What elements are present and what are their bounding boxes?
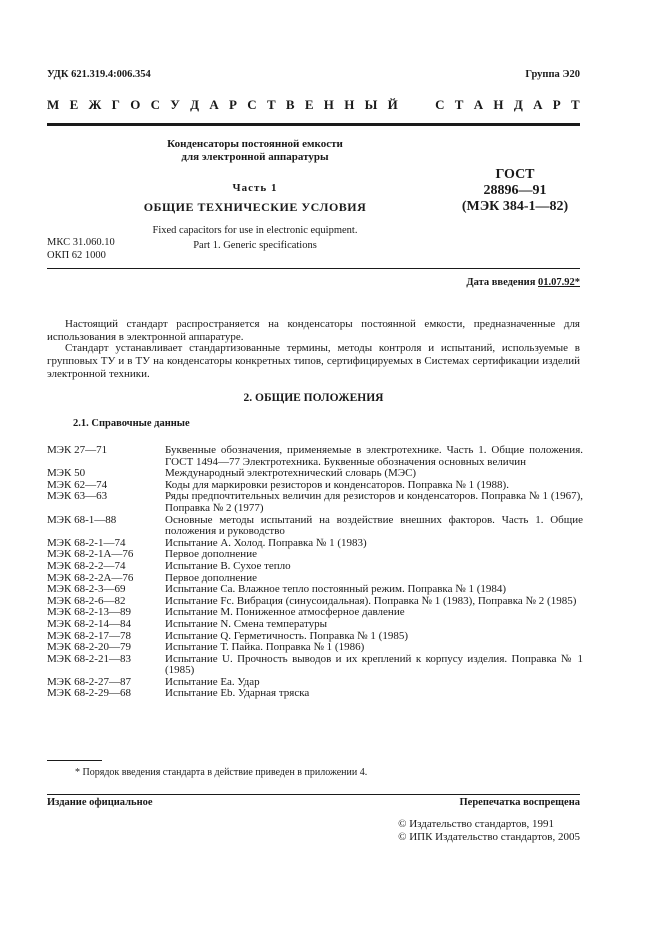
reference-description: Международный электротехнический словарь (МЭС) xyxy=(165,467,417,480)
reference-description: Основные методы испытаний на воздействие внешних факторов. Часть 1. Общие положения и руководство xyxy=(165,513,583,538)
banner-letter: О xyxy=(130,97,141,112)
reference-description: Первое дополнение xyxy=(165,571,257,584)
effective-date xyxy=(466,277,580,288)
banner-letter: Е xyxy=(69,97,79,112)
reference-description: Ряды предпочтительных величин для резисторов и конденсаторов. Поправка № 1 (1967), Поправка № 2 (1977) xyxy=(165,490,583,514)
reference-row xyxy=(47,642,583,654)
reference-description: Испытание N. Смена температуры xyxy=(165,617,328,630)
reference-row xyxy=(47,491,583,514)
intro-paragraph-2: Стандарт устанавливает стандартизованные термины, методы контроля и испытаний, используемые в групповых ТУ и в ТУ на конденсаторы конкретных типов, сертифицируемых в Системах сертификации изделий электронной техники. xyxy=(47,342,580,380)
banner-letter: Й xyxy=(387,97,398,112)
reference-row xyxy=(47,561,583,573)
title-block xyxy=(130,138,380,253)
reference-description: Испытание Еа. Удар xyxy=(165,675,260,688)
reference-row xyxy=(47,688,583,700)
reference-code: МЭК 68-2-1—74 xyxy=(47,536,126,549)
banner-letter: В xyxy=(285,97,295,112)
footnote: * Порядок введения стандарта в действие приведен в приложении 4. xyxy=(75,767,368,778)
reference-code: МЭК 68-2-17—78 xyxy=(47,629,131,642)
reference-code: МЭК 68-2-1А—76 xyxy=(47,548,134,561)
reference-row xyxy=(47,654,583,677)
copyright-block xyxy=(398,818,580,843)
reference-description: Коды для маркировки резисторов и конденсаторов. Поправка № 1 (1988). xyxy=(165,478,509,491)
reference-code: МЭК 68-1—88 xyxy=(47,513,117,526)
reference-code: МЭК 68-2-6—82 xyxy=(47,594,126,607)
reference-row xyxy=(47,515,583,538)
copyright-line-2: © ИПК Издательство стандартов, 2005 xyxy=(398,830,580,843)
iec-number: (МЭК 384-1—82) xyxy=(461,199,569,214)
reference-row xyxy=(47,584,583,596)
reference-description: Первое дополнение xyxy=(165,548,257,561)
reference-code: МЭК 68-2-21—83 xyxy=(47,652,131,665)
english-title-line-1: Fixed capacitors for use in electronic equipment. xyxy=(152,225,358,236)
gost-label: ГОСТ xyxy=(495,167,535,182)
reference-code: МЭК 68-2-3—69 xyxy=(47,583,126,596)
banner-letter: С xyxy=(435,97,445,112)
reprint-notice: Перепечатка воспрещена xyxy=(459,797,580,808)
banner-letter: Т xyxy=(570,97,580,112)
effective-date-value: 01.07.92* xyxy=(538,277,580,288)
reference-description: Испытание Са. Влажное тепло постоянный режим. Поправка № 1 (1984) xyxy=(165,583,507,596)
intro-paragraph-1: Настоящий стандарт распространяется на конденсаторы постоянной емкости, предназначенные для использования в электронной аппаратуре. xyxy=(47,318,580,343)
reference-description: Испытание U. Прочность выводов и их креплений к корпусу изделия. Поправка № 1 (1985) xyxy=(165,652,583,677)
banner-letter: М xyxy=(47,97,60,112)
reference-code: МЭК 27—71 xyxy=(47,444,108,456)
group-code: Группа Э20 xyxy=(525,69,580,80)
banner-letter: С xyxy=(150,97,161,112)
footer-rule xyxy=(47,794,580,795)
gost-number: 28896—91 xyxy=(483,183,547,198)
reference-description: Испытание Q. Герметичность. Поправка № 1 (1985) xyxy=(165,629,408,642)
banner-letter: Е xyxy=(304,97,314,112)
english-title-line-2: Part 1. Generic specifications xyxy=(193,240,317,251)
banner-rule xyxy=(47,123,580,126)
mks-code: МКС 31.060.10 xyxy=(47,237,115,248)
banner-letter: У xyxy=(170,97,180,112)
reference-code: МЭК 68-2-29—68 xyxy=(47,687,131,700)
banner-letter: А xyxy=(209,97,219,112)
banner-letter: Т xyxy=(266,97,276,112)
reference-description: Испытание Eb. Ударная тряска xyxy=(165,687,310,700)
reference-row xyxy=(47,619,583,631)
reference-code: МЭК 68-2-13—89 xyxy=(47,606,131,619)
reference-list xyxy=(47,445,583,700)
reference-code: МЭК 68-2-14—84 xyxy=(47,617,131,630)
banner-letter: Р xyxy=(229,97,237,112)
reference-description: Испытание Fc. Вибрация (синусоидальная). Поправка № 1 (1983), Поправка № 2 (1985) xyxy=(165,594,577,607)
udk-code: УДК 621.319.4:006.354 xyxy=(47,69,151,80)
banner-letter: А xyxy=(533,97,543,112)
banner-letter xyxy=(422,97,425,113)
reference-code: МЭК 68-2-2А—76 xyxy=(47,571,134,584)
reference-description: Испытание Т. Пайка. Поправка № 1 (1986) xyxy=(165,641,365,654)
reference-description: Буквенные обозначения, применяемые в электротехнике. Часть 1. Общие положения. ГОСТ 1494—77 Электротехника. Буквенные обозначения основных величин xyxy=(165,444,583,468)
reference-row xyxy=(47,549,583,561)
banner-letter: С xyxy=(247,97,257,112)
title-line-2: для электронной аппаратуры xyxy=(181,151,329,163)
classification-codes xyxy=(47,236,115,262)
banner-letter: Т xyxy=(454,97,464,112)
banner-letter: А xyxy=(473,97,484,112)
reference-description: Испытание А. Холод. Поправка № 1 (1983) xyxy=(165,536,367,549)
reference-description: Испытание М. Пониженное атмосферное давление xyxy=(165,606,405,619)
section-title: 2. ОБЩИЕ ПОЛОЖЕНИЯ xyxy=(243,392,384,404)
interstate-standard-banner xyxy=(47,97,580,113)
effective-date-label: Дата введения xyxy=(466,277,538,288)
banner-letter: Д xyxy=(513,97,523,112)
banner-letter: Н xyxy=(323,97,334,112)
copyright-line-1: © Издательство стандартов, 1991 xyxy=(398,818,555,830)
reference-code: МЭК 50 xyxy=(47,467,86,480)
reference-code: МЭК 68-2-2—74 xyxy=(47,559,126,572)
title-line-1: Конденсаторы постоянной емкости xyxy=(167,138,343,150)
reference-code: МЭК 63—63 xyxy=(47,490,108,503)
reference-code: МЭК 68-2-20—79 xyxy=(47,641,131,654)
banner-letter: Ж xyxy=(88,97,102,112)
gost-designation xyxy=(450,167,580,215)
banner-letter xyxy=(408,97,411,113)
banner-letter: Н xyxy=(493,97,504,112)
general-title: ОБЩИЕ ТЕХНИЧЕСКИЕ УСЛОВИЯ xyxy=(143,200,367,214)
banner-letter: Ы xyxy=(364,97,378,112)
reference-row xyxy=(47,445,583,468)
part-label: Часть 1 xyxy=(232,182,278,194)
reference-code: МЭК 68-2-27—87 xyxy=(47,675,131,688)
okp-code: ОКП 62 1000 xyxy=(47,250,106,261)
reference-description: Испытание В. Сухое тепло xyxy=(165,559,291,572)
english-title xyxy=(130,223,380,253)
banner-letter: Д xyxy=(190,97,200,112)
banner-letter: Н xyxy=(344,97,355,112)
footnote-rule xyxy=(47,760,102,761)
edition-label: Издание официальное xyxy=(47,797,153,808)
subsection-title: 2.1. Справочные данные xyxy=(73,418,190,429)
banner-letter: Р xyxy=(552,97,561,112)
reference-code: МЭК 62—74 xyxy=(47,478,108,491)
effective-date-rule xyxy=(47,268,580,269)
banner-letter: Г xyxy=(111,97,120,112)
